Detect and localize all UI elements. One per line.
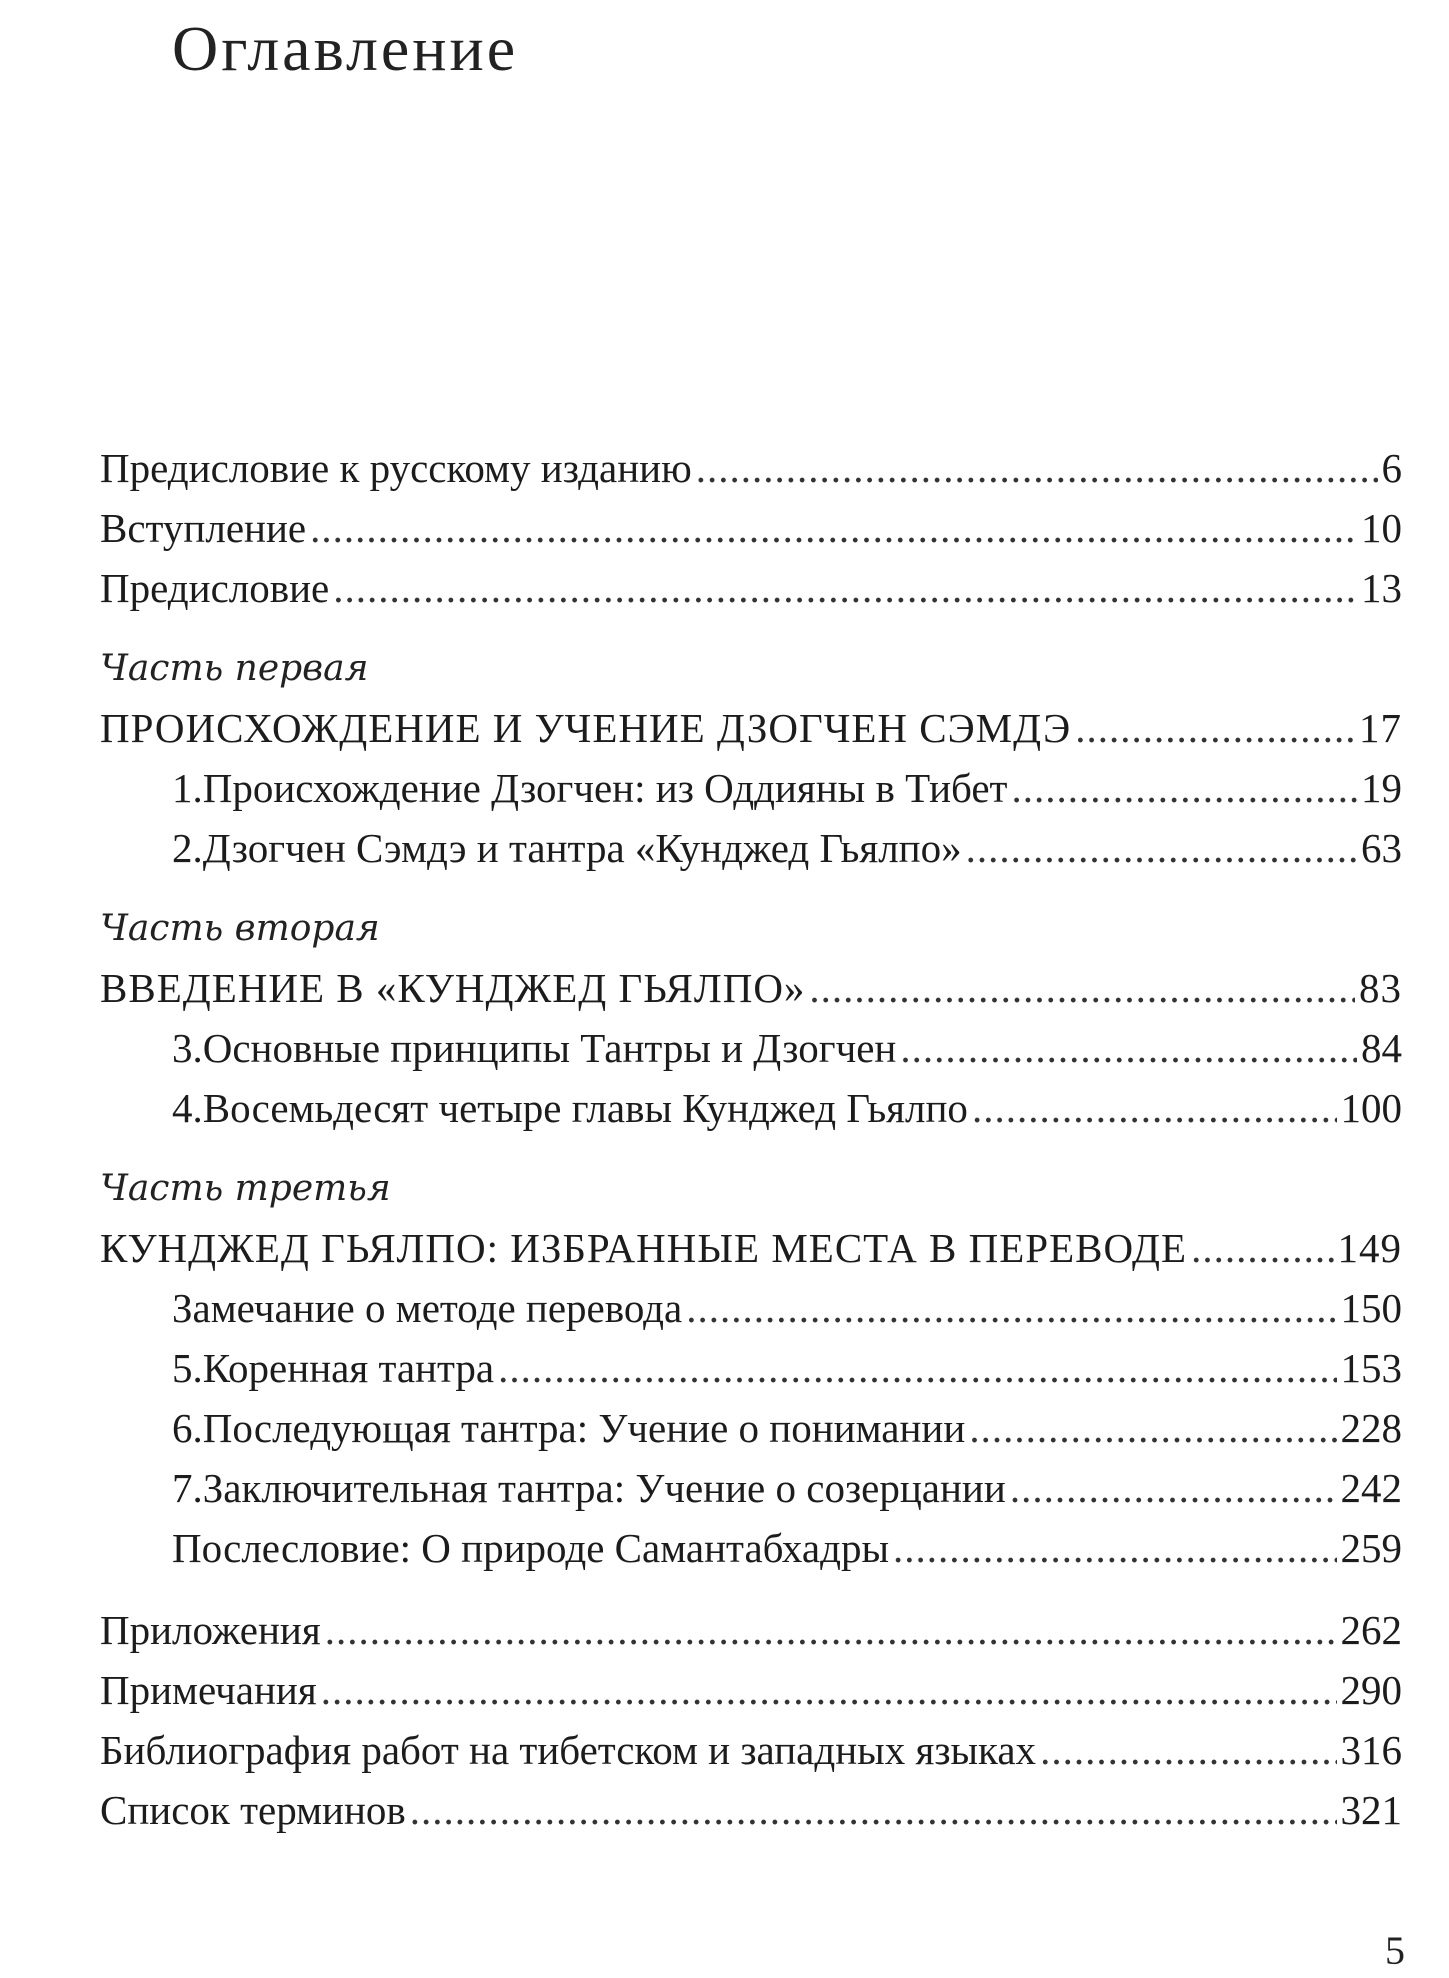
dot-leader xyxy=(1011,758,1357,818)
part-one-heading: Часть первая xyxy=(100,648,369,689)
toc-entry-part-three-title xyxy=(100,1218,1402,1278)
toc-entry-page: 316 xyxy=(1340,1727,1402,1773)
toc-entry-label: Вступление xyxy=(100,505,307,551)
toc-entry-page: 259 xyxy=(1340,1525,1402,1571)
toc-entry-chapter-5 xyxy=(100,1338,1402,1398)
toc-entry-label: Список терминов xyxy=(100,1787,406,1833)
dot-leader xyxy=(325,1600,1337,1660)
toc-entry-page: 84 xyxy=(1361,1025,1402,1071)
dot-leader xyxy=(686,1278,1336,1338)
toc-entry-page: 153 xyxy=(1340,1345,1402,1391)
toc-entry-label: Предисловие к русскому изданию xyxy=(100,445,692,491)
toc-entry-page: 290 xyxy=(1340,1667,1402,1713)
toc-entry-chapter-4 xyxy=(100,1078,1402,1138)
page-number: 5 xyxy=(1385,1928,1405,1973)
toc-entry-page: 10 xyxy=(1361,505,1402,551)
toc-entry-translation-note xyxy=(100,1278,1402,1338)
dot-leader xyxy=(1010,1458,1337,1518)
toc-entry-label: Библиография работ на тибетском и западных языках xyxy=(100,1727,1037,1773)
toc-entry-page: 19 xyxy=(1361,765,1402,811)
toc-entry-label: Предисловие xyxy=(100,565,330,611)
dot-leader xyxy=(1075,698,1355,758)
chapter-number: 6. xyxy=(172,1405,203,1451)
toc-entry-preface xyxy=(100,558,1402,618)
table-of-contents xyxy=(100,438,1402,1840)
toc-entry-chapter-2 xyxy=(100,818,1402,878)
toc-entry-label: Замечание о методе перевода xyxy=(172,1285,683,1331)
dot-leader xyxy=(410,1780,1337,1840)
chapter-number: 5. xyxy=(172,1345,203,1391)
toc-entry-page: 242 xyxy=(1340,1465,1402,1511)
toc-entry-page: 6 xyxy=(1381,445,1402,491)
toc-entry-notes xyxy=(100,1660,1402,1720)
dot-leader xyxy=(972,1078,1337,1138)
toc-entry-page: 150 xyxy=(1340,1285,1402,1331)
toc-entry-page: 83 xyxy=(1359,965,1402,1011)
toc-entry-chapter-7 xyxy=(100,1458,1402,1518)
part-two-heading: Часть вторая xyxy=(100,908,380,949)
toc-entry-label: ПРОИСХОЖДЕНИЕ И УЧЕНИЕ ДЗОГЧЕН СЭМДЭ xyxy=(100,705,1072,751)
toc-entry-label: ВВЕДЕНИЕ В «КУНДЖЕД ГЬЯЛПО» xyxy=(100,965,806,1011)
toc-entry-label: Заключительная тантра: Учение о созерцании xyxy=(202,1465,1006,1511)
toc-entry-page: 262 xyxy=(1340,1607,1402,1653)
toc-entry-label: Послесловие: О природе Самантабхадры xyxy=(172,1525,889,1571)
dot-leader xyxy=(893,1518,1337,1578)
toc-entry-label: Основные принципы Тантры и Дзогчен xyxy=(202,1025,897,1071)
toc-entry-chapter-6 xyxy=(100,1398,1402,1458)
toc-entry-page: 100 xyxy=(1340,1085,1402,1131)
dot-leader xyxy=(809,958,1355,1018)
toc-entry-chapter-1 xyxy=(100,758,1402,818)
toc-entry-label: Дзогчен Сэмдэ и тантра «Кунджед Гьялпо» xyxy=(202,825,962,871)
toc-entry-bibliography xyxy=(100,1720,1402,1780)
dot-leader xyxy=(498,1338,1336,1398)
toc-entry-part-two-title xyxy=(100,958,1402,1018)
toc-entry-page: 17 xyxy=(1359,705,1402,751)
toc-entry-label: Восемьдесят четыре главы Кунджед Гьялпо xyxy=(202,1085,968,1131)
toc-entry-introduction xyxy=(100,498,1402,558)
toc-entry-label: Происхождение Дзогчен: из Оддияны в Тибет xyxy=(202,765,1008,811)
toc-entry-chapter-3 xyxy=(100,1018,1402,1078)
dot-leader xyxy=(321,1660,1337,1720)
toc-entry-page: 13 xyxy=(1361,565,1402,611)
page-title: Оглавление xyxy=(172,13,519,84)
toc-entry-russian-preface xyxy=(100,438,1402,498)
toc-entry-page: 321 xyxy=(1340,1787,1402,1833)
chapter-number: 3. xyxy=(172,1025,203,1071)
toc-entry-label: Примечания xyxy=(100,1667,317,1713)
dot-leader xyxy=(969,1398,1336,1458)
dot-leader xyxy=(900,1018,1357,1078)
dot-leader xyxy=(1191,1218,1333,1278)
chapter-number: 2. xyxy=(172,825,203,871)
part-three-heading: Часть третья xyxy=(100,1168,391,1209)
toc-entry-label: Приложения xyxy=(100,1607,321,1653)
toc-entry-afterword xyxy=(100,1518,1402,1578)
dot-leader xyxy=(310,498,1357,558)
chapter-number: 1. xyxy=(172,765,203,811)
dot-leader xyxy=(1040,1720,1336,1780)
dot-leader xyxy=(966,818,1357,878)
toc-entry-page: 63 xyxy=(1361,825,1402,871)
dot-leader xyxy=(696,438,1378,498)
toc-entry-label: Последующая тантра: Учение о понимании xyxy=(202,1405,966,1451)
toc-entry-page: 149 xyxy=(1337,1225,1402,1271)
toc-entry-glossary xyxy=(100,1780,1402,1840)
chapter-number: 4. xyxy=(172,1085,203,1131)
toc-entry-appendices xyxy=(100,1600,1402,1660)
toc-entry-label: КУНДЖЕД ГЬЯЛПО: ИЗБРАННЫЕ МЕСТА В ПЕРЕВОДЕ xyxy=(100,1225,1188,1271)
toc-entry-part-one-title xyxy=(100,698,1402,758)
dot-leader xyxy=(333,558,1357,618)
toc-entry-label: Коренная тантра xyxy=(202,1345,495,1391)
chapter-number: 7. xyxy=(172,1465,203,1511)
toc-entry-page: 228 xyxy=(1340,1405,1402,1451)
